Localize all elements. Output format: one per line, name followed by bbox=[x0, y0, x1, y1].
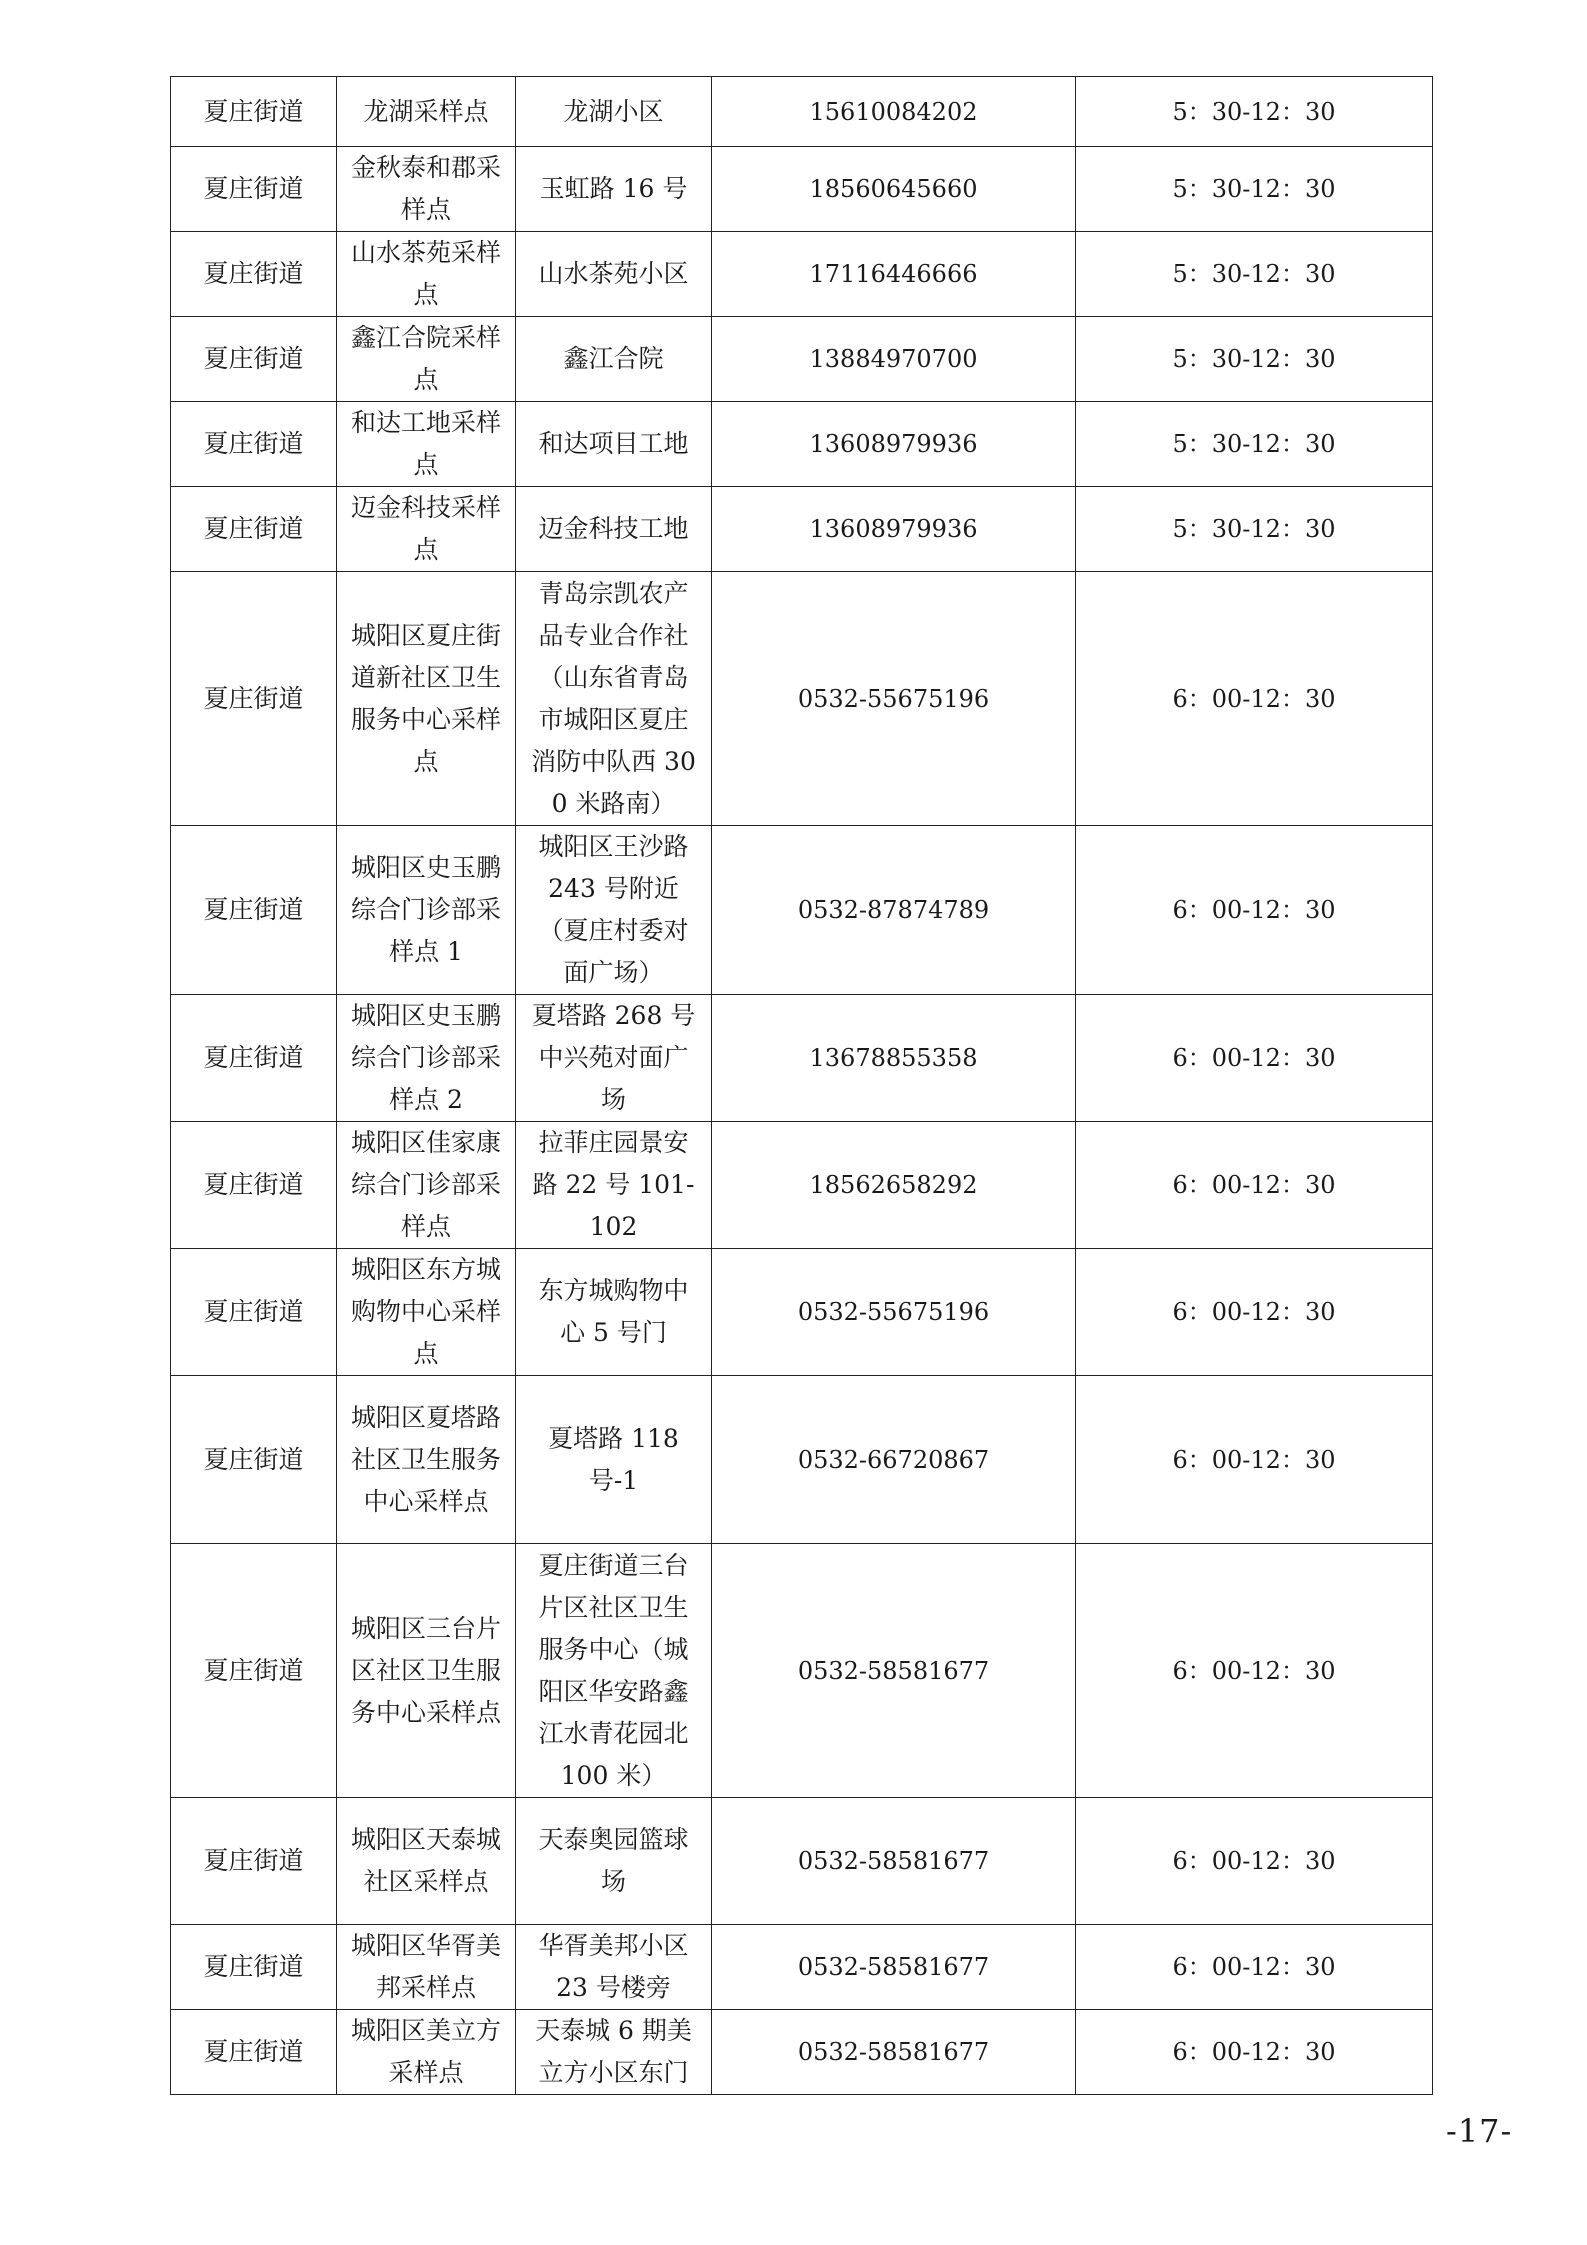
address-cell: 夏塔路 118 号-1 bbox=[516, 1376, 712, 1544]
phone-cell: 17116446666 bbox=[712, 232, 1076, 317]
address-cell: 华胥美邦小区 23 号楼旁 bbox=[516, 1925, 712, 2010]
table-row bbox=[171, 1798, 1433, 1925]
sampling-site-cell: 城阳区美立方采样点 bbox=[337, 2010, 516, 2095]
phone-cell: 0532-58581677 bbox=[712, 1925, 1076, 2010]
sampling-site-cell: 城阳区夏塔路社区卫生服务中心采样点 bbox=[337, 1376, 516, 1544]
street-cell: 夏庄街道 bbox=[171, 1925, 337, 2010]
street-cell: 夏庄街道 bbox=[171, 1376, 337, 1544]
table-row bbox=[171, 1249, 1433, 1376]
street-cell: 夏庄街道 bbox=[171, 77, 337, 147]
address-cell: 东方城购物中心 5 号门 bbox=[516, 1249, 712, 1376]
address-cell: 拉菲庄园景安路 22 号 101-102 bbox=[516, 1122, 712, 1249]
table-row bbox=[171, 487, 1433, 572]
phone-cell: 0532-58581677 bbox=[712, 1544, 1076, 1798]
hours-cell: 5：30-12：30 bbox=[1076, 402, 1433, 487]
street-cell: 夏庄街道 bbox=[171, 1249, 337, 1376]
street-cell: 夏庄街道 bbox=[171, 1122, 337, 1249]
sampling-site-cell: 城阳区天泰城社区采样点 bbox=[337, 1798, 516, 1925]
address-cell: 山水茶苑小区 bbox=[516, 232, 712, 317]
address-cell: 夏庄街道三台片区社区卫生服务中心（城阳区华安路鑫江水青花园北 100 米） bbox=[516, 1544, 712, 1798]
hours-cell: 6：00-12：30 bbox=[1076, 572, 1433, 826]
table-body bbox=[171, 77, 1433, 2095]
table-row bbox=[171, 1544, 1433, 1798]
street-cell: 夏庄街道 bbox=[171, 995, 337, 1122]
address-cell: 鑫江合院 bbox=[516, 317, 712, 402]
address-cell: 迈金科技工地 bbox=[516, 487, 712, 572]
table-row bbox=[171, 77, 1433, 147]
table-row bbox=[171, 1122, 1433, 1249]
hours-cell: 6：00-12：30 bbox=[1076, 1376, 1433, 1544]
street-cell: 夏庄街道 bbox=[171, 147, 337, 232]
hours-cell: 6：00-12：30 bbox=[1076, 1122, 1433, 1249]
phone-cell: 0532-58581677 bbox=[712, 2010, 1076, 2095]
page-number: -17- bbox=[1446, 2112, 1513, 2150]
hours-cell: 6：00-12：30 bbox=[1076, 1798, 1433, 1925]
phone-cell: 18562658292 bbox=[712, 1122, 1076, 1249]
sampling-site-cell: 城阳区三台片区社区卫生服务中心采样点 bbox=[337, 1544, 516, 1798]
table-row bbox=[171, 232, 1433, 317]
phone-cell: 0532-55675196 bbox=[712, 572, 1076, 826]
sampling-site-cell: 鑫江合院采样点 bbox=[337, 317, 516, 402]
hours-cell: 5：30-12：30 bbox=[1076, 317, 1433, 402]
street-cell: 夏庄街道 bbox=[171, 402, 337, 487]
hours-cell: 6：00-12：30 bbox=[1076, 995, 1433, 1122]
phone-cell: 18560645660 bbox=[712, 147, 1076, 232]
phone-cell: 0532-87874789 bbox=[712, 826, 1076, 995]
hours-cell: 5：30-12：30 bbox=[1076, 487, 1433, 572]
sampling-site-cell: 城阳区佳家康综合门诊部采样点 bbox=[337, 1122, 516, 1249]
sampling-site-cell: 山水茶苑采样点 bbox=[337, 232, 516, 317]
table-row bbox=[171, 402, 1433, 487]
hours-cell: 6：00-12：30 bbox=[1076, 826, 1433, 995]
address-cell: 玉虹路 16 号 bbox=[516, 147, 712, 232]
sampling-site-cell: 金秋泰和郡采样点 bbox=[337, 147, 516, 232]
table-row bbox=[171, 317, 1433, 402]
address-cell: 天泰奥园篮球场 bbox=[516, 1798, 712, 1925]
hours-cell: 5：30-12：30 bbox=[1076, 232, 1433, 317]
hours-cell: 6：00-12：30 bbox=[1076, 1544, 1433, 1798]
phone-cell: 0532-66720867 bbox=[712, 1376, 1076, 1544]
sampling-site-cell: 城阳区东方城购物中心采样点 bbox=[337, 1249, 516, 1376]
phone-cell: 13608979936 bbox=[712, 402, 1076, 487]
sampling-site-cell: 迈金科技采样点 bbox=[337, 487, 516, 572]
street-cell: 夏庄街道 bbox=[171, 1544, 337, 1798]
hours-cell: 5：30-12：30 bbox=[1076, 77, 1433, 147]
phone-cell: 13678855358 bbox=[712, 995, 1076, 1122]
table-row bbox=[171, 147, 1433, 232]
phone-cell: 0532-58581677 bbox=[712, 1798, 1076, 1925]
sampling-sites-table bbox=[170, 76, 1433, 2095]
table-row bbox=[171, 1925, 1433, 2010]
address-cell: 青岛宗凯农产品专业合作社（山东省青岛市城阳区夏庄消防中队西 300 米路南） bbox=[516, 572, 712, 826]
phone-cell: 0532-55675196 bbox=[712, 1249, 1076, 1376]
sampling-site-cell: 城阳区史玉鹏综合门诊部采样点 1 bbox=[337, 826, 516, 995]
hours-cell: 6：00-12：30 bbox=[1076, 1249, 1433, 1376]
sampling-site-cell: 龙湖采样点 bbox=[337, 77, 516, 147]
table-row bbox=[171, 572, 1433, 826]
street-cell: 夏庄街道 bbox=[171, 487, 337, 572]
address-cell: 夏塔路 268 号中兴苑对面广场 bbox=[516, 995, 712, 1122]
phone-cell: 13608979936 bbox=[712, 487, 1076, 572]
sampling-site-cell: 城阳区华胥美邦采样点 bbox=[337, 1925, 516, 2010]
street-cell: 夏庄街道 bbox=[171, 826, 337, 995]
street-cell: 夏庄街道 bbox=[171, 2010, 337, 2095]
address-cell: 龙湖小区 bbox=[516, 77, 712, 147]
hours-cell: 6：00-12：30 bbox=[1076, 2010, 1433, 2095]
street-cell: 夏庄街道 bbox=[171, 1798, 337, 1925]
phone-cell: 15610084202 bbox=[712, 77, 1076, 147]
hours-cell: 6：00-12：30 bbox=[1076, 1925, 1433, 2010]
phone-cell: 13884970700 bbox=[712, 317, 1076, 402]
address-cell: 和达项目工地 bbox=[516, 402, 712, 487]
address-cell: 天泰城 6 期美立方小区东门 bbox=[516, 2010, 712, 2095]
street-cell: 夏庄街道 bbox=[171, 317, 337, 402]
street-cell: 夏庄街道 bbox=[171, 232, 337, 317]
table-row bbox=[171, 2010, 1433, 2095]
sampling-site-cell: 和达工地采样点 bbox=[337, 402, 516, 487]
street-cell: 夏庄街道 bbox=[171, 572, 337, 826]
sampling-site-cell: 城阳区夏庄街道新社区卫生服务中心采样点 bbox=[337, 572, 516, 826]
address-cell: 城阳区王沙路 243 号附近（夏庄村委对面广场） bbox=[516, 826, 712, 995]
table-row bbox=[171, 1376, 1433, 1544]
hours-cell: 5：30-12：30 bbox=[1076, 147, 1433, 232]
sampling-site-cell: 城阳区史玉鹏综合门诊部采样点 2 bbox=[337, 995, 516, 1122]
table-row bbox=[171, 826, 1433, 995]
table-row bbox=[171, 995, 1433, 1122]
